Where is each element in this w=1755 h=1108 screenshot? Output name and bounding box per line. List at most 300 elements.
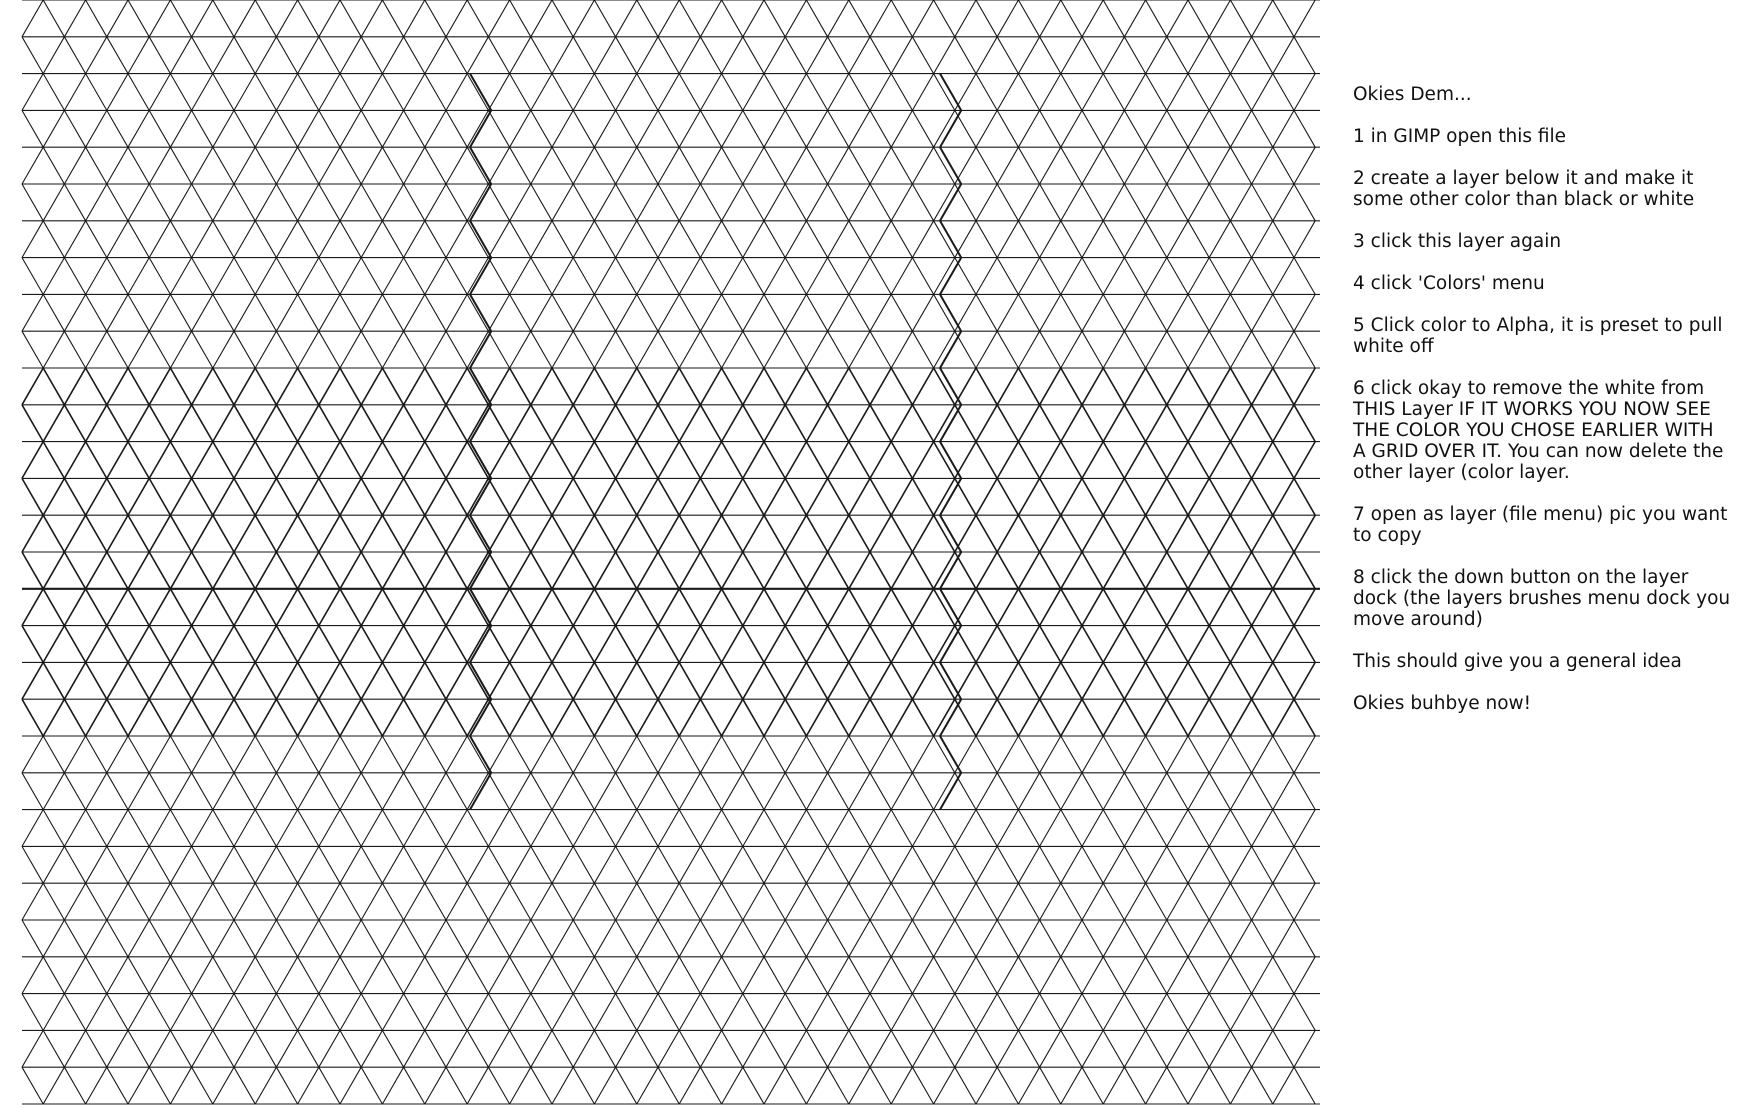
grid-line — [1061, 478, 1082, 515]
grid-line — [255, 1030, 276, 1067]
grid-line — [1082, 331, 1103, 368]
grid-line — [128, 515, 149, 552]
grid-line — [488, 699, 509, 736]
grid-line — [891, 1067, 912, 1104]
grid-line — [488, 74, 509, 111]
grid-line — [170, 810, 191, 847]
grid-line — [1273, 1030, 1294, 1067]
grid-line — [1209, 662, 1230, 699]
grid-line — [234, 920, 255, 957]
grid-line — [976, 846, 997, 883]
grid-line — [912, 221, 933, 258]
grid-line — [255, 74, 276, 111]
grid-line — [382, 773, 403, 810]
instruction-line: Okies buhbye now! — [1353, 693, 1532, 714]
grid-line — [1124, 221, 1145, 258]
grid-line — [1230, 699, 1251, 736]
grid-line — [531, 994, 552, 1031]
grid-line — [361, 74, 382, 111]
grid-line — [404, 994, 425, 1031]
grid-line — [849, 920, 870, 957]
grid-line — [192, 184, 213, 221]
grid-line — [785, 626, 806, 663]
grid-line — [1103, 74, 1124, 111]
grid-line — [1146, 258, 1167, 295]
grid-line — [170, 442, 191, 479]
grid-line — [170, 0, 191, 37]
grid-line — [891, 883, 912, 920]
grid-line — [1082, 221, 1103, 258]
grid-line — [170, 294, 191, 331]
grid-line — [1230, 184, 1251, 221]
grid-line — [1082, 626, 1103, 663]
grid-line — [806, 258, 827, 295]
grid-line — [785, 294, 806, 331]
grid-line — [276, 552, 297, 589]
grid-line — [891, 994, 912, 1031]
grid-line — [276, 1030, 297, 1067]
grid-line — [43, 331, 64, 368]
grid-line — [1188, 0, 1209, 37]
grid-line — [340, 552, 361, 589]
grid-line — [404, 331, 425, 368]
grid-line — [594, 736, 615, 773]
grid-line — [361, 994, 382, 1031]
grid-line — [1103, 883, 1124, 920]
grid-line — [531, 810, 552, 847]
grid-line — [1146, 846, 1167, 883]
grid-line — [1209, 331, 1230, 368]
grid-line — [404, 37, 425, 74]
grid-line — [1082, 1067, 1103, 1104]
grid-line — [255, 662, 276, 699]
grid-line — [488, 736, 509, 773]
grid-line — [912, 442, 933, 479]
grid-line — [806, 331, 827, 368]
grid-line — [658, 442, 679, 479]
grid-line — [1252, 515, 1273, 552]
grid-line — [1146, 1030, 1167, 1067]
grid-line — [234, 294, 255, 331]
grid-line — [637, 442, 658, 479]
grid-line — [1146, 515, 1167, 552]
grid-line — [107, 515, 128, 552]
grid-line — [940, 478, 961, 515]
grid-line — [234, 405, 255, 442]
grid-line — [912, 0, 933, 37]
grid-line — [1273, 37, 1294, 74]
grid-line — [64, 368, 85, 405]
grid-line — [425, 0, 446, 37]
grid-line — [213, 74, 234, 111]
grid-line — [319, 184, 340, 221]
grid-line — [849, 258, 870, 295]
grid-line — [107, 626, 128, 663]
grid-line — [1061, 368, 1082, 405]
grid-line — [488, 110, 509, 147]
grid-line — [298, 810, 319, 847]
grid-line — [86, 515, 107, 552]
grid-line — [679, 110, 700, 147]
grid-line — [1124, 37, 1145, 74]
grid-line — [1188, 552, 1209, 589]
grid-line — [1082, 110, 1103, 147]
grid-line — [149, 0, 170, 37]
grid-line — [107, 442, 128, 479]
grid-line — [1252, 147, 1273, 184]
grid-line — [658, 920, 679, 957]
grid-line — [637, 184, 658, 221]
grid-line — [1124, 736, 1145, 773]
grid-line — [510, 810, 531, 847]
grid-line — [382, 37, 403, 74]
grid-line — [64, 699, 85, 736]
grid-line — [128, 74, 149, 111]
grid-line — [192, 294, 213, 331]
grid-line — [425, 368, 446, 405]
grid-line — [1188, 846, 1209, 883]
grid-line — [404, 810, 425, 847]
instruction-line: 5 Click color to Alpha, it is preset to pull white off — [1353, 315, 1723, 357]
grid-line — [22, 405, 43, 442]
grid-line — [552, 552, 573, 589]
grid-line — [234, 699, 255, 736]
grid-line — [700, 883, 721, 920]
grid-line — [1209, 110, 1230, 147]
grid-line — [1209, 405, 1230, 442]
grid-line — [86, 0, 107, 37]
grid-line — [1294, 662, 1315, 699]
grid-line — [488, 552, 509, 589]
grid-line — [700, 957, 721, 994]
grid-line — [1209, 368, 1230, 405]
grid-line — [743, 552, 764, 589]
grid-line — [255, 258, 276, 295]
grid-line — [679, 405, 700, 442]
grid-line — [637, 37, 658, 74]
grid-line — [658, 626, 679, 663]
grid-line — [722, 0, 743, 37]
grid-line — [912, 589, 933, 626]
grid-line — [976, 442, 997, 479]
grid-line — [170, 221, 191, 258]
grid-line — [1061, 810, 1082, 847]
grid-line — [319, 699, 340, 736]
grid-line — [149, 294, 170, 331]
grid-line — [1124, 552, 1145, 589]
grid-line — [467, 1030, 488, 1067]
grid-line — [531, 1067, 552, 1104]
grid-line — [425, 552, 446, 589]
grid-line — [276, 736, 297, 773]
grid-line — [912, 37, 933, 74]
grid-line — [43, 699, 64, 736]
grid-line — [849, 331, 870, 368]
grid-line — [404, 147, 425, 184]
grid-line — [940, 442, 961, 479]
grid-line — [743, 1067, 764, 1104]
grid-line — [912, 478, 933, 515]
grid-line — [1018, 1067, 1039, 1104]
grid-line — [785, 221, 806, 258]
grid-line — [828, 37, 849, 74]
grid-line — [573, 626, 594, 663]
grid-line — [1082, 368, 1103, 405]
grid-line — [361, 515, 382, 552]
grid-line — [425, 37, 446, 74]
grid-line — [86, 662, 107, 699]
grid-line — [1294, 110, 1315, 147]
grid-line — [658, 258, 679, 295]
grid-line — [997, 773, 1018, 810]
grid-line — [319, 773, 340, 810]
grid-line — [1040, 846, 1061, 883]
grid-line — [1146, 74, 1167, 111]
grid-line — [1146, 110, 1167, 147]
grid-line — [870, 110, 891, 147]
grid-line — [1018, 1030, 1039, 1067]
grid-line — [997, 810, 1018, 847]
grid-line — [1294, 368, 1315, 405]
grid-line — [1167, 331, 1188, 368]
grid-line — [192, 515, 213, 552]
grid-line — [1040, 405, 1061, 442]
grid-line — [594, 626, 615, 663]
grid-line — [722, 1067, 743, 1104]
grid-line — [340, 626, 361, 663]
grid-line — [891, 368, 912, 405]
grid-line — [488, 478, 509, 515]
grid-line — [616, 258, 637, 295]
grid-line — [679, 920, 700, 957]
grid-line — [361, 773, 382, 810]
grid-line — [510, 736, 531, 773]
grid-line — [722, 736, 743, 773]
grid-line — [149, 368, 170, 405]
grid-line — [1188, 920, 1209, 957]
grid-line — [616, 920, 637, 957]
grid-line — [22, 515, 43, 552]
grid-line — [1082, 920, 1103, 957]
grid-line — [1146, 810, 1167, 847]
grid-line — [340, 258, 361, 295]
grid-line — [785, 258, 806, 295]
grid-line — [234, 1030, 255, 1067]
grid-line — [1188, 368, 1209, 405]
grid-line — [488, 1030, 509, 1067]
grid-line — [934, 1067, 955, 1104]
grid-line — [1209, 258, 1230, 295]
grid-line — [255, 626, 276, 663]
grid-line — [1082, 736, 1103, 773]
grid-line — [192, 221, 213, 258]
grid-line — [785, 589, 806, 626]
grid-line — [1273, 74, 1294, 111]
grid-line — [531, 773, 552, 810]
grid-line — [1273, 662, 1294, 699]
grid-line — [64, 589, 85, 626]
grid-line — [891, 294, 912, 331]
grid-line — [573, 920, 594, 957]
grid-line — [488, 957, 509, 994]
instructions-text — [1353, 84, 1748, 735]
grid-line — [22, 589, 43, 626]
grid-line — [319, 478, 340, 515]
grid-line — [637, 405, 658, 442]
grid-line — [1018, 294, 1039, 331]
grid-line — [1082, 147, 1103, 184]
grid-line — [764, 957, 785, 994]
grid-line — [976, 662, 997, 699]
grid-line — [870, 883, 891, 920]
grid-line — [1040, 515, 1061, 552]
grid-line — [1124, 294, 1145, 331]
grid-line — [213, 846, 234, 883]
grid-line — [573, 1067, 594, 1104]
grid-line — [743, 699, 764, 736]
grid-line — [298, 589, 319, 626]
grid-line — [404, 883, 425, 920]
grid-line — [361, 810, 382, 847]
grid-line — [997, 37, 1018, 74]
grid-line — [849, 883, 870, 920]
grid-line — [594, 699, 615, 736]
grid-line — [86, 810, 107, 847]
grid-line — [128, 552, 149, 589]
grid-line — [1040, 331, 1061, 368]
grid-line — [828, 626, 849, 663]
grid-line — [552, 0, 573, 37]
grid-line — [22, 258, 43, 295]
grid-line — [552, 810, 573, 847]
grid-line — [1252, 74, 1273, 111]
grid-line — [573, 846, 594, 883]
grid-line — [616, 883, 637, 920]
grid-line — [997, 478, 1018, 515]
grid-line — [382, 810, 403, 847]
grid-line — [722, 810, 743, 847]
grid-line — [298, 258, 319, 295]
grid-line — [64, 147, 85, 184]
grid-line — [510, 1030, 531, 1067]
grid-line — [940, 147, 961, 184]
grid-line — [764, 478, 785, 515]
grid-line — [276, 37, 297, 74]
grid-line — [1230, 589, 1251, 626]
grid-line — [382, 147, 403, 184]
grid-line — [828, 883, 849, 920]
grid-line — [1209, 1030, 1230, 1067]
grid-line — [1124, 699, 1145, 736]
grid-line — [1018, 331, 1039, 368]
grid-line — [1230, 221, 1251, 258]
grid-line — [86, 110, 107, 147]
grid-line — [594, 662, 615, 699]
grid-line — [467, 331, 488, 368]
grid-line — [22, 846, 43, 883]
grid-line — [1082, 810, 1103, 847]
grid-line — [510, 883, 531, 920]
grid-line — [531, 957, 552, 994]
grid-line — [170, 957, 191, 994]
grid-line — [700, 331, 721, 368]
grid-line — [43, 994, 64, 1031]
grid-line — [1040, 294, 1061, 331]
grid-line — [192, 478, 213, 515]
grid-line — [298, 736, 319, 773]
grid-line — [86, 883, 107, 920]
grid-line — [997, 258, 1018, 295]
grid-line — [510, 110, 531, 147]
grid-line — [425, 331, 446, 368]
grid-line — [43, 110, 64, 147]
grid-line — [128, 699, 149, 736]
grid-line — [1061, 846, 1082, 883]
grid-line — [64, 552, 85, 589]
grid-line — [764, 699, 785, 736]
grid-line — [22, 442, 43, 479]
grid-line — [64, 37, 85, 74]
grid-line — [658, 994, 679, 1031]
grid-line — [1124, 478, 1145, 515]
grid-line — [722, 957, 743, 994]
grid-line — [128, 773, 149, 810]
grid-line — [997, 662, 1018, 699]
grid-line — [361, 331, 382, 368]
grid-line — [806, 589, 827, 626]
grid-line — [382, 0, 403, 37]
grid-line — [1273, 846, 1294, 883]
grid-line — [149, 589, 170, 626]
grid-line — [764, 258, 785, 295]
grid-line — [764, 368, 785, 405]
grid-line — [764, 883, 785, 920]
grid-line — [1188, 773, 1209, 810]
grid-line — [64, 294, 85, 331]
grid-line — [298, 699, 319, 736]
grid-line — [64, 184, 85, 221]
grid-line — [1167, 589, 1188, 626]
grid-line — [1103, 552, 1124, 589]
grid-line — [594, 478, 615, 515]
grid-line — [806, 920, 827, 957]
grid-line — [213, 110, 234, 147]
grid-line — [891, 147, 912, 184]
grid-line — [870, 221, 891, 258]
grid-line — [488, 368, 509, 405]
grid-line — [213, 810, 234, 847]
grid-line — [276, 920, 297, 957]
grid-line — [22, 994, 43, 1031]
grid-line — [637, 736, 658, 773]
grid-line — [1230, 773, 1251, 810]
grid-line — [255, 515, 276, 552]
grid-line — [470, 773, 491, 810]
grid-line — [1230, 294, 1251, 331]
grid-line — [637, 110, 658, 147]
grid-line — [467, 552, 488, 589]
grid-line — [1103, 957, 1124, 994]
grid-line — [1209, 920, 1230, 957]
grid-line — [1252, 442, 1273, 479]
grid-line — [658, 699, 679, 736]
grid-line — [382, 184, 403, 221]
grid-line — [1167, 147, 1188, 184]
grid-line — [679, 773, 700, 810]
grid-line — [1103, 515, 1124, 552]
grid-line — [531, 368, 552, 405]
grid-line — [573, 699, 594, 736]
